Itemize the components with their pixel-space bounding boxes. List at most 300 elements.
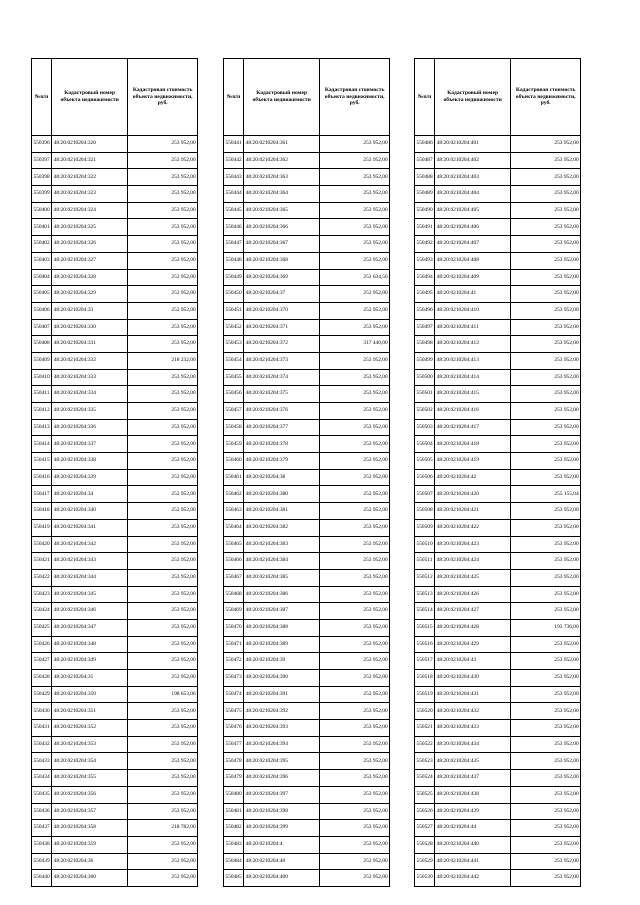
row-number: 550405 xyxy=(32,286,52,303)
row-number: 550490 xyxy=(415,202,435,219)
cadastral-cost: 253 952,00 xyxy=(128,870,198,887)
header-cadastral-number: Кадастровый номер объекта недвижимости xyxy=(435,59,511,136)
row-number: 550468 xyxy=(224,586,244,603)
cadastral-number: 48:20:0210204:347 xyxy=(52,619,128,636)
cadastral-number: 48:20:0210204:405 xyxy=(435,202,511,219)
cadastral-number: 48:20:0210204:38 xyxy=(244,469,320,486)
table-row xyxy=(32,686,198,703)
row-number: 550416 xyxy=(32,469,52,486)
cadastral-cost: 253 952,00 xyxy=(128,636,198,653)
cadastral-number: 48:20:0210204:391 xyxy=(244,686,320,703)
cadastral-number: 48:20:0210204:36 xyxy=(52,853,128,870)
row-number: 550419 xyxy=(32,519,52,536)
cadastral-number: 48:20:0210204:369 xyxy=(244,269,320,286)
cadastral-cost: 253 952,00 xyxy=(511,269,581,286)
cadastral-cost: 317 440,00 xyxy=(320,336,390,353)
row-number: 550445 xyxy=(224,202,244,219)
cadastral-cost: 193 736,00 xyxy=(511,619,581,636)
row-number: 550460 xyxy=(224,453,244,470)
table-row xyxy=(415,720,581,737)
table-row xyxy=(224,569,390,586)
cadastral-cost: 253 952,00 xyxy=(320,503,390,520)
row-number: 550478 xyxy=(224,753,244,770)
table-row xyxy=(224,686,390,703)
row-number: 550433 xyxy=(32,753,52,770)
row-number: 550480 xyxy=(224,786,244,803)
row-number: 550428 xyxy=(32,670,52,687)
cadastral-number: 48:20:0210204:325 xyxy=(52,219,128,236)
cadastral-number: 48:20:0210204:433 xyxy=(435,720,511,737)
cadastral-cost: 253 952,00 xyxy=(320,803,390,820)
row-number: 550488 xyxy=(415,169,435,186)
row-number: 550402 xyxy=(32,236,52,253)
row-number: 550489 xyxy=(415,186,435,203)
cadastral-cost: 253 952,00 xyxy=(128,569,198,586)
row-number: 550473 xyxy=(224,670,244,687)
cadastral-cost: 253 952,00 xyxy=(320,186,390,203)
table-row xyxy=(224,503,390,520)
cadastral-number: 48:20:0210204:368 xyxy=(244,252,320,269)
row-number: 550516 xyxy=(415,636,435,653)
row-number: 550430 xyxy=(32,703,52,720)
row-number: 550421 xyxy=(32,553,52,570)
row-number: 550399 xyxy=(32,186,52,203)
table-row xyxy=(32,553,198,570)
cadastral-number: 48:20:0210204:320 xyxy=(52,136,128,153)
table-row xyxy=(224,319,390,336)
row-number: 550425 xyxy=(32,619,52,636)
cadastral-cost: 253 952,00 xyxy=(511,286,581,303)
row-number: 550400 xyxy=(32,202,52,219)
cadastral-number: 48:20:0210204:374 xyxy=(244,369,320,386)
row-number: 550523 xyxy=(415,753,435,770)
cadastral-number: 48:20:0210204:438 xyxy=(435,786,511,803)
cadastral-number: 48:20:0210204:394 xyxy=(244,736,320,753)
cadastral-number: 48:20:0210204:354 xyxy=(52,753,128,770)
cadastral-cost: 253 952,00 xyxy=(511,603,581,620)
table-row xyxy=(224,870,390,887)
row-number: 550505 xyxy=(415,453,435,470)
cadastral-number: 48:20:0210204:384 xyxy=(244,553,320,570)
row-number: 550514 xyxy=(415,603,435,620)
cadastral-cost: 253 952,00 xyxy=(320,252,390,269)
cadastral-cost: 253 952,00 xyxy=(320,386,390,403)
cadastral-cost: 253 952,00 xyxy=(511,870,581,887)
row-number: 550437 xyxy=(32,820,52,837)
table-row xyxy=(224,403,390,420)
table-row xyxy=(415,136,581,153)
header-cadastral-cost: Кадастровая стоимость объекта недвижимости, руб. xyxy=(511,59,581,136)
cadastral-cost: 253 952,00 xyxy=(511,469,581,486)
row-number: 550461 xyxy=(224,469,244,486)
row-number: 550397 xyxy=(32,152,52,169)
cadastral-number: 48:20:0210204:348 xyxy=(52,636,128,653)
cadastral-cost: 253 952,00 xyxy=(320,736,390,753)
row-number: 550403 xyxy=(32,252,52,269)
cadastral-cost: 253 952,00 xyxy=(128,619,198,636)
cadastral-number: 48:20:0210204:343 xyxy=(52,553,128,570)
cadastral-number: 48:20:0210204:382 xyxy=(244,519,320,536)
table-row xyxy=(32,152,198,169)
cadastral-number: 48:20:0210204:376 xyxy=(244,403,320,420)
table-row xyxy=(415,653,581,670)
table-row xyxy=(415,753,581,770)
cadastral-number: 48:20:0210204:380 xyxy=(244,486,320,503)
cadastral-number: 48:20:0210204:324 xyxy=(52,202,128,219)
cadastral-number: 48:20:0210204:363 xyxy=(244,169,320,186)
cadastral-number: 48:20:0210204:379 xyxy=(244,453,320,470)
table-row xyxy=(32,319,198,336)
table-row xyxy=(32,186,198,203)
cadastral-cost: 253 952,00 xyxy=(511,519,581,536)
row-number: 550463 xyxy=(224,503,244,520)
table-row xyxy=(32,136,198,153)
cadastral-cost: 253 952,00 xyxy=(320,469,390,486)
cadastral-cost: 253 952,00 xyxy=(128,653,198,670)
table-row xyxy=(32,569,198,586)
table-row xyxy=(224,136,390,153)
cadastral-number: 48:20:0210204:326 xyxy=(52,236,128,253)
cadastral-cost: 253 952,00 xyxy=(320,403,390,420)
row-number: 550426 xyxy=(32,636,52,653)
cadastral-number: 48:20:0210204:332 xyxy=(52,352,128,369)
table-row xyxy=(224,619,390,636)
table-row xyxy=(32,836,198,853)
cadastral-number: 48:20:0210204:421 xyxy=(435,503,511,520)
cadastral-cost: 253 952,00 xyxy=(511,236,581,253)
table-row xyxy=(224,386,390,403)
row-number: 550469 xyxy=(224,603,244,620)
cadastral-cost: 253 952,00 xyxy=(128,269,198,286)
row-number: 550466 xyxy=(224,553,244,570)
row-number: 550528 xyxy=(415,836,435,853)
cadastral-cost: 218 782,00 xyxy=(128,820,198,837)
table-row xyxy=(224,219,390,236)
cadastral-number: 48:20:0210204:403 xyxy=(435,169,511,186)
row-number: 550471 xyxy=(224,636,244,653)
table-row xyxy=(224,753,390,770)
row-number: 550447 xyxy=(224,236,244,253)
row-number: 550526 xyxy=(415,803,435,820)
cadastral-cost: 253 952,00 xyxy=(511,336,581,353)
table-row xyxy=(32,403,198,420)
cadastral-number: 48:20:0210204:372 xyxy=(244,336,320,353)
cadastral-cost: 253 952,00 xyxy=(128,519,198,536)
table-row xyxy=(32,236,198,253)
cadastral-number: 48:20:0210204:397 xyxy=(244,786,320,803)
row-number: 550511 xyxy=(415,553,435,570)
row-number: 550520 xyxy=(415,703,435,720)
cadastral-number: 48:20:0210204:323 xyxy=(52,186,128,203)
row-number: 550417 xyxy=(32,486,52,503)
table-row xyxy=(415,503,581,520)
cadastral-cost: 253 952,00 xyxy=(128,670,198,687)
cadastral-cost: 253 952,00 xyxy=(511,386,581,403)
cadastral-number: 48:20:0210204:352 xyxy=(52,720,128,737)
cadastral-cost: 253 952,00 xyxy=(511,252,581,269)
table-row xyxy=(415,152,581,169)
cadastral-number: 48:20:0210204:340 xyxy=(52,503,128,520)
cadastral-cost: 253 952,00 xyxy=(320,302,390,319)
cadastral-number: 48:20:0210204:345 xyxy=(52,586,128,603)
row-number: 550455 xyxy=(224,369,244,386)
row-number: 550510 xyxy=(415,536,435,553)
table-row xyxy=(32,352,198,369)
row-number: 550498 xyxy=(415,336,435,353)
cadastral-cost: 253 952,00 xyxy=(128,536,198,553)
row-number: 550483 xyxy=(224,836,244,853)
cadastral-number: 48:20:0210204:334 xyxy=(52,386,128,403)
table-row xyxy=(32,670,198,687)
cadastral-cost: 253 952,00 xyxy=(128,736,198,753)
cadastral-cost: 253 952,00 xyxy=(511,553,581,570)
table-row xyxy=(32,703,198,720)
cadastral-cost: 253 952,00 xyxy=(320,770,390,787)
row-number: 550438 xyxy=(32,836,52,853)
cadastral-number: 48:20:0210204:439 xyxy=(435,803,511,820)
cadastral-cost: 253 952,00 xyxy=(511,853,581,870)
cadastral-cost: 253 952,00 xyxy=(320,202,390,219)
cadastral-cost: 253 952,00 xyxy=(511,419,581,436)
cadastral-cost: 253 952,00 xyxy=(511,703,581,720)
header-number: №п/п xyxy=(224,59,244,136)
row-number: 550453 xyxy=(224,336,244,353)
cadastral-cost: 253 952,00 xyxy=(320,636,390,653)
table-row xyxy=(32,586,198,603)
table-row xyxy=(32,519,198,536)
row-number: 550486 xyxy=(415,136,435,153)
cadastral-number: 48:20:0210204:365 xyxy=(244,202,320,219)
cadastral-number: 48:20:0210204:361 xyxy=(244,136,320,153)
cadastral-cost: 253 952,00 xyxy=(511,536,581,553)
cadastral-cost: 253 952,00 xyxy=(320,486,390,503)
table-row xyxy=(32,503,198,520)
cadastral-number: 48:20:0210204:388 xyxy=(244,619,320,636)
row-number: 550509 xyxy=(415,519,435,536)
cadastral-cost: 253 952,00 xyxy=(320,352,390,369)
cadastral-cost: 253 952,00 xyxy=(511,169,581,186)
table-row xyxy=(32,336,198,353)
cadastral-cost: 253 952,00 xyxy=(320,586,390,603)
cadastral-number: 48:20:0210204:366 xyxy=(244,219,320,236)
cadastral-number: 48:20:0210204:41 xyxy=(435,286,511,303)
cadastral-number: 48:20:0210204:415 xyxy=(435,386,511,403)
cadastral-number: 48:20:0210204:429 xyxy=(435,636,511,653)
row-number: 550504 xyxy=(415,436,435,453)
cadastral-cost: 253 952,00 xyxy=(128,853,198,870)
cadastral-cost: 253 952,00 xyxy=(511,720,581,737)
cadastral-cost: 253 952,00 xyxy=(128,436,198,453)
row-number: 550427 xyxy=(32,653,52,670)
table-row xyxy=(32,486,198,503)
row-number: 550464 xyxy=(224,519,244,536)
table-row xyxy=(415,636,581,653)
cadastral-number: 48:20:0210204:371 xyxy=(244,319,320,336)
row-number: 550458 xyxy=(224,419,244,436)
cadastral-number: 48:20:0210204:404 xyxy=(435,186,511,203)
cadastral-number: 48:20:0210204:442 xyxy=(435,870,511,887)
row-number: 550450 xyxy=(224,286,244,303)
cadastral-cost: 253 952,00 xyxy=(128,703,198,720)
cadastral-cost: 253 952,00 xyxy=(511,219,581,236)
cadastral-cost: 253 952,00 xyxy=(128,503,198,520)
table-row xyxy=(415,436,581,453)
row-number: 550530 xyxy=(415,870,435,887)
cadastral-number: 48:20:0210204:367 xyxy=(244,236,320,253)
cadastral-number: 48:20:0210204:387 xyxy=(244,603,320,620)
cadastral-cost: 253 952,00 xyxy=(128,720,198,737)
row-number: 550413 xyxy=(32,419,52,436)
table-row xyxy=(32,536,198,553)
cadastral-cost: 253 952,00 xyxy=(128,236,198,253)
row-number: 550512 xyxy=(415,569,435,586)
table-row xyxy=(415,186,581,203)
cadastral-number: 48:20:0210204:358 xyxy=(52,820,128,837)
cadastral-cost: 253 952,00 xyxy=(320,836,390,853)
cadastral-number: 48:20:0210204:383 xyxy=(244,536,320,553)
cadastral-number: 48:20:0210204:344 xyxy=(52,569,128,586)
table-row xyxy=(224,636,390,653)
cadastral-number: 48:20:0210204:355 xyxy=(52,770,128,787)
cadastral-cost: 253 952,00 xyxy=(128,453,198,470)
cadastral-cost: 253 952,00 xyxy=(320,870,390,887)
table-row xyxy=(224,286,390,303)
table-row xyxy=(224,786,390,803)
row-number: 550440 xyxy=(32,870,52,887)
cadastral-cost: 253 952,00 xyxy=(320,569,390,586)
row-number: 550435 xyxy=(32,786,52,803)
table-row xyxy=(32,302,198,319)
cadastral-number: 48:20:0210204:329 xyxy=(52,286,128,303)
table-row xyxy=(224,419,390,436)
table-row xyxy=(224,302,390,319)
table-row xyxy=(32,286,198,303)
row-number: 550524 xyxy=(415,770,435,787)
table-row xyxy=(415,670,581,687)
cadastral-cost: 253 952,00 xyxy=(320,519,390,536)
cadastral-cost: 253 952,00 xyxy=(128,786,198,803)
cadastral-number: 48:20:0210204:381 xyxy=(244,503,320,520)
cadastral-cost: 253 952,00 xyxy=(511,736,581,753)
table-row xyxy=(224,336,390,353)
row-number: 550406 xyxy=(32,302,52,319)
cadastral-number: 48:20:0210204:327 xyxy=(52,252,128,269)
row-number: 550497 xyxy=(415,319,435,336)
row-number: 550449 xyxy=(224,269,244,286)
table-row xyxy=(415,603,581,620)
row-number: 550462 xyxy=(224,486,244,503)
cadastral-cost: 253 952,00 xyxy=(128,319,198,336)
row-number: 550444 xyxy=(224,186,244,203)
cadastral-cost: 253 952,00 xyxy=(511,352,581,369)
table-row xyxy=(32,269,198,286)
header-number: №п/п xyxy=(415,59,435,136)
table-row xyxy=(32,720,198,737)
table-row xyxy=(224,836,390,853)
row-number: 550401 xyxy=(32,219,52,236)
cadastral-cost: 253 952,00 xyxy=(320,653,390,670)
cadastral-number: 48:20:0210204:399 xyxy=(244,820,320,837)
table-row xyxy=(224,236,390,253)
table-row xyxy=(224,469,390,486)
table-row xyxy=(415,269,581,286)
row-number: 550491 xyxy=(415,219,435,236)
table-row xyxy=(415,469,581,486)
table-row xyxy=(224,736,390,753)
table-row xyxy=(415,786,581,803)
cadastral-cost: 253 952,00 xyxy=(511,770,581,787)
row-number: 550496 xyxy=(415,302,435,319)
cadastral-cost: 253 952,00 xyxy=(128,486,198,503)
table-row xyxy=(415,703,581,720)
cadastral-cost: 253 952,00 xyxy=(128,753,198,770)
row-number: 550442 xyxy=(224,152,244,169)
row-number: 550518 xyxy=(415,670,435,687)
cadastral-number: 48:20:0210204:35 xyxy=(52,670,128,687)
table-row xyxy=(415,853,581,870)
table-row xyxy=(415,619,581,636)
cadastral-number: 48:20:0210204:40 xyxy=(244,853,320,870)
row-number: 550410 xyxy=(32,369,52,386)
row-number: 550457 xyxy=(224,403,244,420)
cadastral-number: 48:20:0210204:430 xyxy=(435,670,511,687)
table-row xyxy=(32,419,198,436)
cadastral-cost: 253 952,00 xyxy=(511,836,581,853)
header-number: №п/п xyxy=(32,59,52,136)
cadastral-number: 48:20:0210204:375 xyxy=(244,386,320,403)
row-number: 550493 xyxy=(415,252,435,269)
cadastral-number: 48:20:0210204:42 xyxy=(435,469,511,486)
cadastral-number: 48:20:0210204:437 xyxy=(435,770,511,787)
row-number: 550420 xyxy=(32,536,52,553)
cadastral-number: 48:20:0210204:418 xyxy=(435,436,511,453)
row-number: 550412 xyxy=(32,403,52,420)
cadastral-cost: 253 952,00 xyxy=(511,152,581,169)
table-row xyxy=(224,586,390,603)
table-row xyxy=(224,453,390,470)
row-number: 550414 xyxy=(32,436,52,453)
row-number: 550506 xyxy=(415,469,435,486)
cadastral-cost: 253 952,00 xyxy=(320,686,390,703)
table-row xyxy=(32,653,198,670)
cadastral-cost: 253 952,00 xyxy=(128,586,198,603)
row-number: 550436 xyxy=(32,803,52,820)
table-row xyxy=(415,386,581,403)
cadastral-cost: 253 952,00 xyxy=(511,636,581,653)
header-cadastral-cost: Кадастровая стоимость объекта недвижимости, руб. xyxy=(320,59,390,136)
table-row xyxy=(224,653,390,670)
cadastral-cost: 253 952,00 xyxy=(128,836,198,853)
cadastral-cost: 253 952,00 xyxy=(320,236,390,253)
cadastral-number: 48:20:0210204:428 xyxy=(435,619,511,636)
row-number: 550525 xyxy=(415,786,435,803)
table-row xyxy=(224,720,390,737)
cadastral-number: 48:20:0210204:432 xyxy=(435,703,511,720)
table-row xyxy=(224,519,390,536)
cadastral-cost: 253 952,00 xyxy=(128,219,198,236)
cadastral-number: 48:20:0210204:426 xyxy=(435,586,511,603)
table-row xyxy=(224,536,390,553)
cadastral-number: 48:20:0210204:357 xyxy=(52,803,128,820)
row-number: 550476 xyxy=(224,720,244,737)
row-number: 550424 xyxy=(32,603,52,620)
cadastral-number: 48:20:0210204:370 xyxy=(244,302,320,319)
cadastral-number: 48:20:0210204:39 xyxy=(244,653,320,670)
row-number: 550451 xyxy=(224,302,244,319)
cadastral-number: 48:20:0210204:398 xyxy=(244,803,320,820)
table-row xyxy=(415,569,581,586)
row-number: 550517 xyxy=(415,653,435,670)
